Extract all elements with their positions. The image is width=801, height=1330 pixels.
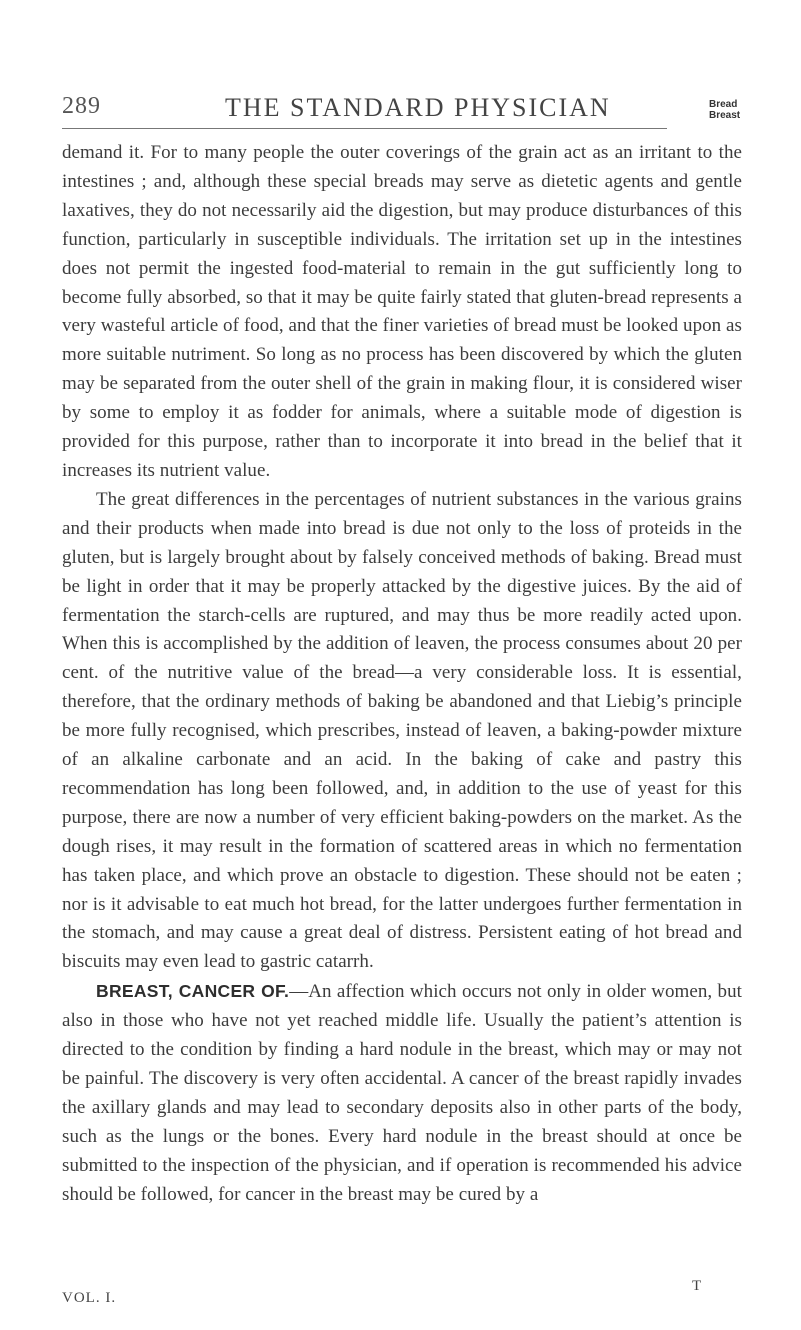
signature-mark: T: [692, 1278, 702, 1294]
running-title: THE STANDARD PHYSICIAN: [225, 93, 611, 122]
running-head: [0, 0, 801, 130]
volume-signature: VOL. I.: [62, 1290, 117, 1306]
paragraph-bread-continued: demand it. For to many people the outer coverings of the grain act as an irritant to the intestines ; and, although these special breads may serve as dietetic agents and gentle laxatives, they do not necessarily aid the digestion, but may produce disturbances of this function, particularly in susceptible individuals. The irritation set up in the intestines does not permit the ingested food-material to remain in the gut sufficiently long to become fully absorbed, so that it may be quite fairly stated that gluten-bread represents a very wasteful article of food, and that the finer varieties of bread must be looked upon as more suitable nutriment. So long as no process has been discovered by which the gluten may be separated from the outer shell of the grain in making flour, it is considered wiser by some to employ it as fodder for animals, where a suitable mode of digestion is provided for this purpose, rather than to incorporate it into bread in the belief that it increases its nutrient value.: [62, 142, 742, 481]
body-text: [62, 139, 742, 1210]
margin-note: [709, 99, 740, 121]
paragraph-bread-baking: The great differences in the percentages of nutrient substances in the various grains and their products when made into bread is due not only to the loss of proteids in the gluten, but is largely brought about by falsely conceived methods of baking. Bread must be light in order that it may be properly attacked by the digestive juices. By the aid of fermentation the starch-cells are ruptured, and may thus be more readily acted upon. When this is accomplished by the addition of leaven, the process consumes about 20 per cent. of the nutritive value of the bread—a very considerable loss. It is essential, therefore, that the ordinary methods of baking be abandoned and that Liebig’s principle be more fully recognised, which prescribes, instead of leaven, a baking-powder mixture of an alkaline carbonate and an acid. In the baking of cake and pastry this recommendation has long been followed, and, in addition to the use of yeast for this purpose, there are now a number of very efficient baking-powders on the market. As the dough rises, it may result in the formation of scattered areas in which no fermentation has taken place, and which prove an obstacle to digestion. These should not be eaten ; nor is it advisable to eat much hot bread, for the latter undergoes further fermentation in the stomach, and may cause a great deal of distress. Persistent eating of hot bread and biscuits may even lead to gastric catarrh.: [62, 488, 742, 973]
margin-note-breast: Breast: [709, 110, 741, 121]
page-number: 289: [62, 93, 101, 119]
page-footer: [62, 1278, 742, 1318]
margin-note-bread: Bread: [709, 99, 738, 110]
entry-heading: BREAST, CANCER OF.: [96, 981, 290, 1002]
entry-body: —An affection which occurs not only in older women, but also in those who have not yet reached middle life. Usually the patient’s attention is directed to the condition by finding a hard nodule in the breast, which may or may not be painful. The discovery is very often accidental. A cancer of the breast rapidly invades the axillary glands and may lead to secondary deposits also in other parts of the body, such as the lungs or the bones. Every hard nodule in the breast should at once be submitted to the inspection of the physician, and if operation is recommended his advice should be followed, for cancer in the breast may be cured by a: [62, 981, 742, 1205]
paragraph-breast-cancer: [62, 977, 742, 1209]
header-rule: [62, 128, 667, 129]
